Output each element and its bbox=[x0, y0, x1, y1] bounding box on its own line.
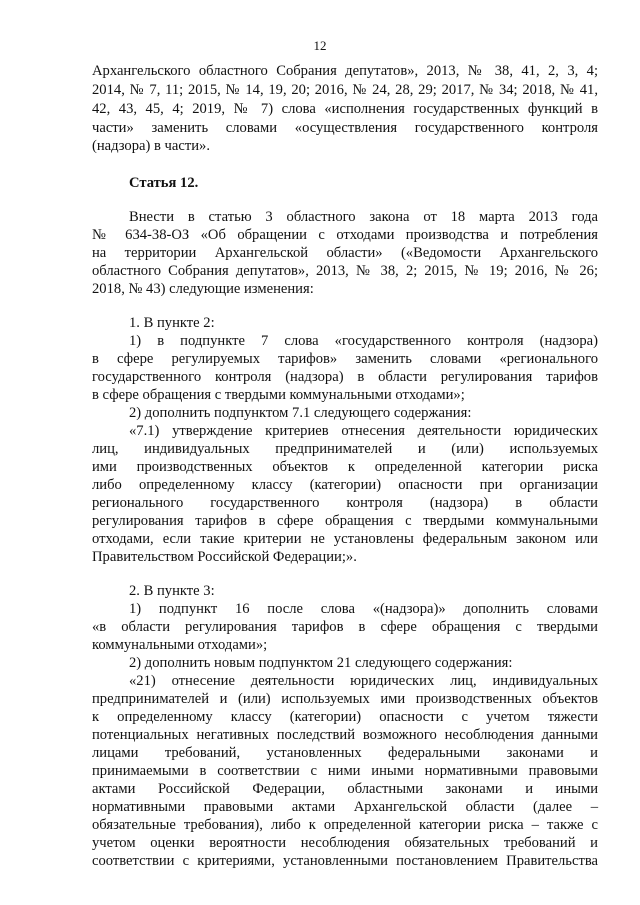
text-line: принимаемыми в соответствии с ними иными нормативными правовыми bbox=[92, 763, 598, 779]
text-line: в сфере регулируемых тарифов» заменить словами «регионального bbox=[92, 351, 598, 367]
text-line: Внести в статью 3 областного закона от 18 марта 2013 года bbox=[129, 209, 598, 225]
text-line: 42, 43, 45, 4; 2019, № 7) слова «исполнения государственных функций в bbox=[92, 101, 598, 117]
text-line: 2) дополнить подпунктом 7.1 следующего содержания: bbox=[129, 405, 472, 421]
text-line: лицами требований, установленных федеральными законами и bbox=[92, 745, 598, 761]
text-line: соответствии с критериями, установленными постановлением Правительства bbox=[92, 853, 598, 869]
text-line: либо определенному классу (категории) опасности при организации bbox=[92, 477, 598, 493]
text-line: 2018, № 43) следующие изменения: bbox=[92, 281, 314, 297]
text-line: в сфере обращения с твердыми коммунальными отходами»; bbox=[92, 387, 465, 403]
text-line: Архангельского областного Собрания депутатов», 2013, № 38, 41, 2, 3, 4; bbox=[92, 63, 598, 79]
text-line: 1. В пункте 2: bbox=[129, 315, 215, 331]
text-line: к определенному классу (категории) опасности с учетом тяжести bbox=[92, 709, 598, 725]
text-line: отходами, если такие критерии не установлены федеральным законом или bbox=[92, 531, 598, 547]
text-line: областного Собрания депутатов», 2013, № 38, 2; 2015, № 19; 2016, № 26; bbox=[92, 263, 598, 279]
text-line: на территории Архангельской области» («Ведомости Архангельского bbox=[92, 245, 598, 261]
text-line: коммунальными отходами»; bbox=[92, 637, 268, 653]
page-number: 12 bbox=[313, 38, 327, 53]
text-line: учетом оценки вероятности несоблюдения обязательных требований и bbox=[92, 835, 598, 851]
text-line: ими производственных объектов к определенной категории риска bbox=[92, 459, 598, 475]
article-heading: Статья 12. bbox=[129, 175, 199, 191]
text-line: 2014, № 7, 11; 2015, № 14, 19, 20; 2016, № 24, 28, 29; 2017, № 34; 2018, № 41, bbox=[92, 82, 598, 98]
text-line: № 634-38-ОЗ «Об обращении с отходами производства и потребления bbox=[92, 227, 598, 243]
text-line: «21) отнесение деятельности юридических лиц, индивидуальных bbox=[129, 673, 598, 689]
text-line: (надзора) в части». bbox=[92, 138, 210, 154]
text-line: 1) в подпункте 7 слова «государственного контроля (надзора) bbox=[129, 333, 598, 349]
text-line: лиц, индивидуальных предпринимателей и (или) используемых bbox=[92, 441, 598, 457]
text-line: предпринимателей и (или) используемых ими производственных объектов bbox=[92, 691, 598, 707]
text-line: 2. В пункте 3: bbox=[129, 583, 215, 599]
text-line: регулирования тарифов в сфере обращения с твердыми коммунальными bbox=[92, 513, 598, 529]
text-line: обязательные требования), либо к определенной категории риска – также с bbox=[92, 817, 598, 833]
text-line: государственного контроля (надзора) в области регулирования тарифов bbox=[92, 369, 598, 385]
text-line: потенциальных негативных последствий возможного несоблюдения данными bbox=[92, 727, 598, 743]
text-line: актами Российской Федерации, областными законами и иными bbox=[92, 781, 598, 797]
text-line: «7.1) утверждение критериев отнесения деятельности юридических bbox=[129, 423, 598, 439]
text-line: «в области регулирования тарифов в сфере обращения с твердыми bbox=[92, 619, 598, 635]
text-line: части» заменить словами «осуществления государственного контроля bbox=[92, 120, 598, 136]
text-line: нормативными правовыми актами Архангельской области (далее – bbox=[92, 799, 598, 815]
text-line: Правительством Российской Федерации;». bbox=[92, 549, 357, 565]
text-line: регионального государственного контроля (надзора) в области bbox=[92, 495, 598, 511]
text-line: 1) подпункт 16 после слова «(надзора)» дополнить словами bbox=[129, 601, 598, 617]
text-line: 2) дополнить новым подпунктом 21 следующего содержания: bbox=[129, 655, 513, 671]
